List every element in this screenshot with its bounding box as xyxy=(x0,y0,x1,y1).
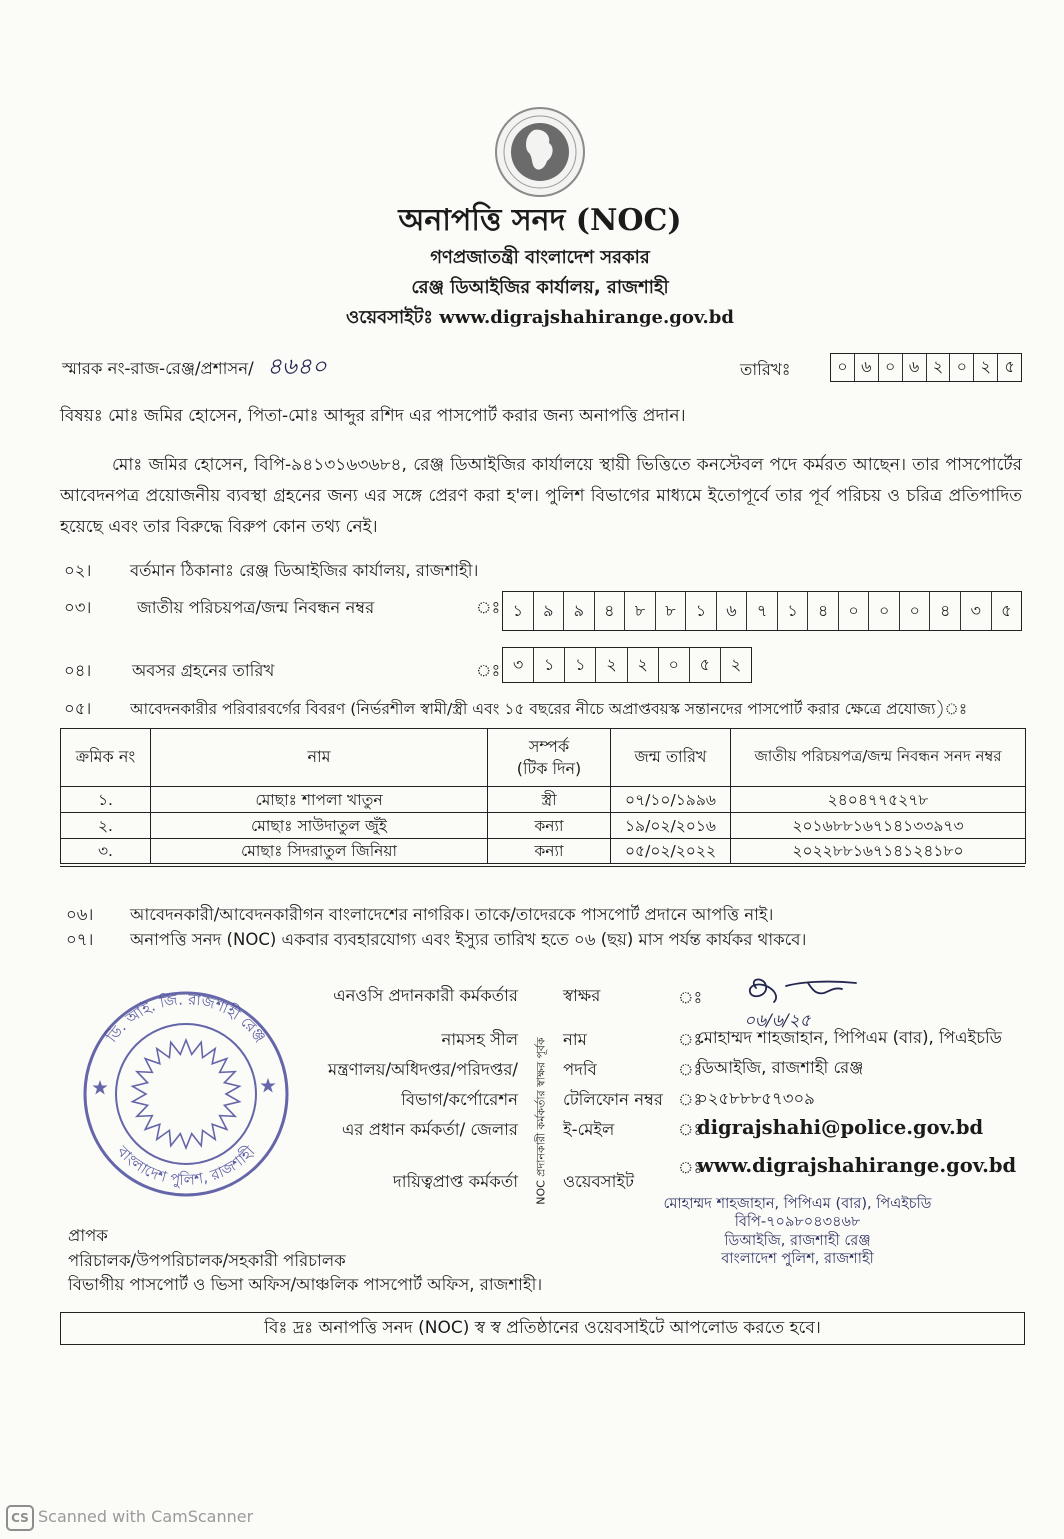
nid-digit: ৩ xyxy=(961,592,992,630)
cell-nid: ২৪০৪৭৭৫২৭৮ xyxy=(731,787,1026,813)
officer-left-label-4: বিভাগ/কর্পোরেশন xyxy=(401,1090,518,1109)
cell-relation: স্ত্রী xyxy=(488,787,611,813)
recipient-line-1: পরিচালক/উপপরিচালক/সহকারী পরিচালক xyxy=(68,1251,346,1270)
date-digit: ৬ xyxy=(903,354,927,381)
item-02-number: ০২। xyxy=(64,561,92,580)
officer-stamp-line-1: মোহাম্মদ শাহজাহান, পিপিএম (বার), পিএইচডি xyxy=(663,1196,932,1212)
officer-left-label-3: মন্ত্রণালয়/অধিদপ্তর/পরিদপ্তর/ xyxy=(328,1060,518,1079)
item-04-colon: ঃ xyxy=(476,661,501,680)
nid-digit: ১ xyxy=(778,592,809,630)
officer-name-value: মোহাম্মদ শাহজাহান, পিপিএম (বার), পিএইচডি xyxy=(697,1028,1002,1047)
website-label: ওয়েবসাইট xyxy=(563,1172,634,1191)
nid-digit: ০ xyxy=(839,592,870,630)
officer-left-label-6: দায়িত্বপ্রাপ্ত কর্মকর্তা xyxy=(393,1172,518,1191)
cell-nid: ২০২২৮৮১৬৭১৪১২৪১৮০ xyxy=(731,839,1026,864)
camscanner-footer-text: Scanned with CamScanner xyxy=(38,1507,254,1526)
item-02-text: বর্তমান ঠিকানাঃ রেঞ্জ ডিআইজির কার্যালয়, রাজশাহী। xyxy=(130,561,479,580)
nid-digit: ৪ xyxy=(808,592,839,630)
cell-relation: কন্যা xyxy=(488,839,611,864)
recipient-line-2: বিভাগীয় পাসপোর্ট ও ভিসা অফিস/আঞ্চলিক পাসপোর্ট অফিস, রাজশাহী। xyxy=(68,1275,543,1294)
recipient-heading: প্রাপক xyxy=(68,1226,108,1245)
relation-header-note: (টিক দিন) xyxy=(516,758,582,778)
signature-colon: ঃ xyxy=(678,988,703,1007)
col-header-name: নাম xyxy=(151,729,488,787)
issue-date-boxes xyxy=(830,353,1022,382)
nid-digit: ৮ xyxy=(656,592,687,630)
officer-stamp-line-3: ডিআইজি, রাজশাহী রেঞ্জ xyxy=(724,1233,871,1249)
memo-label: স্মারক নং-রাজ-রেঞ্জ/প্রশাসন/ xyxy=(62,359,254,378)
office-name: রেঞ্জ ডিআইজির কার্যালয়, রাজশাহী xyxy=(411,277,669,298)
seal-star-right-icon xyxy=(260,1078,275,1093)
retirement-date-boxes xyxy=(502,647,752,683)
item-05-number: ০৫। xyxy=(64,699,92,718)
nid-digit: ৪ xyxy=(930,592,961,630)
cell-name: মোছাঃ সাউদাতুল জুঁই xyxy=(151,813,488,839)
memo-line xyxy=(62,356,327,380)
document-title: অনাপত্তি সনদ (NOC) xyxy=(398,203,682,238)
nid-digit: ১ xyxy=(686,592,717,630)
seal-bottom-text: বাংলাদেশ পুলিশ, রাজশাহী xyxy=(113,1142,259,1189)
cell-nid: ২০১৬৮৮১৬৭১৪১৩৩৯৭৩ xyxy=(731,813,1026,839)
item-06-number: ০৬। xyxy=(66,905,94,924)
retirement-digit: ৫ xyxy=(690,648,721,682)
signature-label: স্বাক্ষর xyxy=(563,986,601,1005)
nid-digit: ৭ xyxy=(747,592,778,630)
table-header-row xyxy=(61,729,1026,787)
officer-email-value: digrajshahi@police.gov.bd xyxy=(697,1116,984,1139)
signature-date: ০৬/৬/২৫ xyxy=(744,1011,811,1031)
government-name: গণপ্রজাতন্ত্রী বাংলাদেশ সরকার xyxy=(430,247,650,268)
nid-digit: ০ xyxy=(900,592,931,630)
cell-name: মোছাঃ শাপলা খাতুন xyxy=(151,787,488,813)
name-colon: ঃ xyxy=(678,1030,703,1049)
col-header-serial: ক্রমিক নং xyxy=(61,729,151,787)
retirement-digit: ১ xyxy=(565,648,596,682)
name-label: নাম xyxy=(563,1030,587,1049)
nid-digit: ৬ xyxy=(717,592,748,630)
cell-dob: ০৭/১০/১৯৯৬ xyxy=(611,787,731,813)
memo-number: ৪৬৪০ xyxy=(266,354,327,380)
officer-website-value: www.digrajshahirange.gov.bd xyxy=(697,1154,1017,1177)
date-label: তারিখঃ xyxy=(740,360,791,379)
item-04-label: অবসর গ্রহনের তারিখ xyxy=(132,661,275,680)
camscanner-logo-text: CS xyxy=(11,1511,29,1525)
date-digit: ০ xyxy=(831,354,855,381)
retirement-digit: ১ xyxy=(534,648,565,682)
retirement-digit: ২ xyxy=(596,648,627,682)
date-digit: ২ xyxy=(974,354,998,381)
item-03-number: ০৩। xyxy=(64,598,92,617)
relation-header-label: সম্পর্ক xyxy=(528,736,570,756)
body-paragraph: মোঃ জমির হোসেন, বিপি-৯৪১৩১৬৩৬৮৪, রেঞ্জ ডিআইজির কার্যালয়ে স্থায়ী ভিত্তিতে কনস্টেবল পদে কর্মরত আছেন। তার পাসপোর্টের আবেদনপত্র প্রয়োজনীয় ব্যবস্থা গ্রহনের জন্য এর সঙ্গে প্রেরণ করা হ'ল। পুলিশ বিভাগের মাধ্যমে ইতোপূর্বে তার পূর্ব পরিচয় ও চরিত্র প্রতিপাদিত হয়েছে এবং তার বিরুদ্ধে বিরুপ কোন তথ্য নেই। xyxy=(60,455,1022,537)
table-row xyxy=(61,813,1026,839)
date-digit: ০ xyxy=(879,354,903,381)
retirement-digit: ২ xyxy=(628,648,659,682)
retirement-digit: ০ xyxy=(659,648,690,682)
government-emblem xyxy=(494,106,586,198)
nid-digit: ১ xyxy=(503,592,534,630)
item-06-text: আবেদনকারী/আবেদনকারীগন বাংলাদেশের নাগরিক। তাকে/তাদেরকে পাসপোর্ট প্রদানে আপত্তি নাই। xyxy=(130,905,774,924)
item-07-text: অনাপত্তি সনদ (NOC) একবার ব্যবহারযোগ্য এবং ইস্যুর তারিখ হতে ০৬ (ছয়) মাস পর্যন্ত কার্যকর থাকবে। xyxy=(130,930,807,949)
retirement-digit: ৩ xyxy=(503,648,534,682)
nid-digit: ৫ xyxy=(1001,600,1012,620)
cell-serial: ৩. xyxy=(61,839,151,864)
col-header-dob: জন্ম তারিখ xyxy=(611,729,731,787)
bangladesh-emblem-icon xyxy=(494,106,586,198)
officer-phone-value: ০২৫৮৮৮৫৭৩০৯ xyxy=(697,1089,815,1108)
col-header-relation xyxy=(488,729,611,787)
svg-text:ডি. আই. জি. রাজশাহী রেঞ্জ xyxy=(102,990,269,1046)
header-website: ওয়েবসাইটঃ www.digrajshahirange.gov.bd xyxy=(346,307,734,328)
camscanner-logo xyxy=(6,1505,34,1531)
seal-star-left-icon xyxy=(92,1080,107,1095)
cell-serial: ২. xyxy=(61,813,151,839)
date-digit: ৬ xyxy=(855,354,879,381)
nid-digit: ৮ xyxy=(625,592,656,630)
cell-dob: ০৫/০২/২০২২ xyxy=(611,839,731,864)
officer-stamp-line-4: বাংলাদেশ পুলিশ, রাজশাহী xyxy=(721,1251,874,1267)
officer-stamp-line-2: বিপি-৭০৯৮০৪৩৪৬৮ xyxy=(734,1214,861,1230)
cell-name: মোছাঃ সিদরাতুল জিনিয়া xyxy=(151,839,488,864)
website-colon: ঃ xyxy=(678,1158,703,1177)
col-header-nid: জাতীয় পরিচয়পত্র/জন্ম নিবন্ধন সনদ নম্বর xyxy=(731,729,1026,787)
seal-starburst xyxy=(133,1040,240,1148)
item-05-text: আবেদনকারীর পরিবারবর্গের বিবরণ (নির্ভরশীল স্বামী/স্ত্রী এবং ১৫ বছরের নীচে অপ্রাপ্তবয়স্ক সন্তানদের পাসপোর্ট করার ক্ষেত্রে প্রযোজ্য)ঃ xyxy=(130,700,968,718)
seal-top-text: ডি. আই. জি. রাজশাহী রেঞ্জ xyxy=(102,990,270,1046)
noc-vertical-note: NOC প্রদানকারী কর্মকর্তার স্বাক্ষর পূর্বক xyxy=(534,1037,548,1205)
table-row xyxy=(61,787,1026,813)
officer-left-label-1: এনওসি প্রদানকারী কর্মকর্তার xyxy=(333,986,518,1005)
item-03-label: জাতীয় পরিচয়পত্র/জন্ম নিবন্ধন নম্বর xyxy=(137,598,375,617)
phone-label: টেলিফোন নম্বর xyxy=(563,1090,663,1109)
date-digit: ২ xyxy=(927,354,951,381)
table-row xyxy=(61,839,1026,864)
family-members-table xyxy=(60,728,1026,864)
designation-label: পদবি xyxy=(563,1060,597,1079)
officer-designation-value: ডিআইজি, রাজশাহী রেঞ্জ xyxy=(697,1058,864,1077)
subject-line: বিষয়ঃ মোঃ জমির হোসেন, পিতা-মোঃ আব্দুর রশিদ এর পাসপোর্ট করার জন্য অনাপত্তি প্রদান। xyxy=(60,406,686,426)
upload-note-box xyxy=(60,1312,1025,1345)
item-03-colon: ঃ xyxy=(476,598,501,617)
nid-digit: ৯ xyxy=(534,592,565,630)
nid-digit: ৪ xyxy=(595,592,626,630)
item-04-number: ০৪। xyxy=(64,661,92,680)
nid-digit: ০ xyxy=(869,592,900,630)
date-digit: ৫ xyxy=(1004,357,1015,376)
phone-colon: ঃ xyxy=(678,1090,703,1109)
cell-dob: ১৯/০২/২০১৬ xyxy=(611,813,731,839)
date-digit: ০ xyxy=(950,354,974,381)
police-round-seal xyxy=(80,988,292,1200)
nid-digit: ৯ xyxy=(564,592,595,630)
cell-relation: কন্যা xyxy=(488,813,611,839)
email-label: ই-মেইল xyxy=(563,1120,615,1139)
officer-left-label-5: এর প্রধান কর্মকর্তা/ জেলার xyxy=(341,1120,518,1139)
retirement-digit: ২ xyxy=(730,654,742,674)
nid-number-boxes xyxy=(502,591,1022,631)
table-bottom-rule xyxy=(60,866,1025,867)
item-07-number: ০৭। xyxy=(66,930,94,949)
officer-left-label-2: নামসহ সীল xyxy=(441,1030,518,1049)
email-colon: ঃ xyxy=(678,1120,703,1139)
upload-note-text: বিঃ দ্রঃ অনাপত্তি সনদ (NOC) স্ব স্ব প্রতিষ্ঠানের ওয়েবসাইটে আপলোড করতে হবে। xyxy=(264,1317,821,1338)
designation-colon: ঃ xyxy=(678,1060,703,1079)
cell-serial: ১. xyxy=(61,787,151,813)
